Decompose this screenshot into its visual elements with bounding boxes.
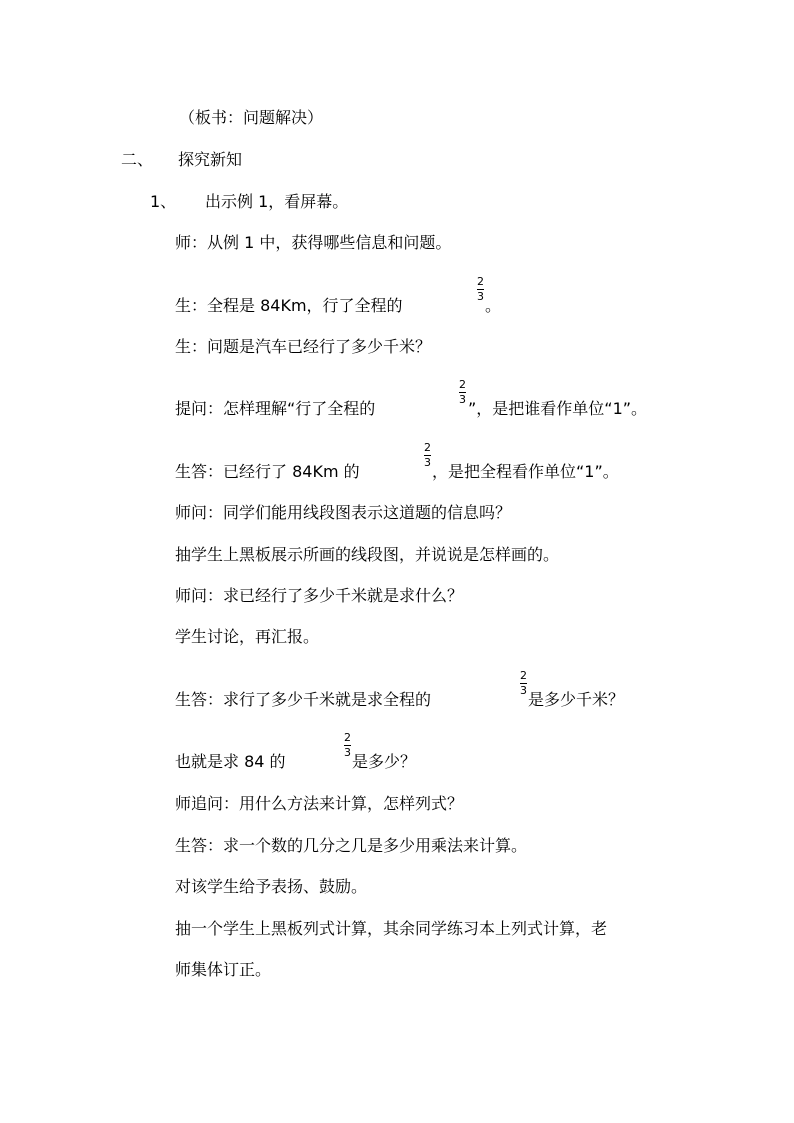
answer-line-4: 生答：求一个数的几分之几是多少用乘法来计算。	[175, 836, 528, 855]
teacher-line-1: 师：从例 1 中，获得哪些信息和问题。	[175, 233, 452, 252]
teacher-question-2: 师问：求已经行了多少千米就是求什么？	[175, 586, 464, 605]
answer-line-2-end: 是多少千米？	[528, 690, 625, 709]
question-line: 提问：怎样理解“行了全程的	[175, 399, 376, 418]
fraction-two-thirds	[343, 732, 352, 759]
step-text: 出示例 1，看屏幕。	[205, 192, 349, 211]
section-number: 二、	[121, 150, 154, 169]
fraction-numerator: 2	[520, 669, 527, 682]
teacher-followup: 师追问：用什么方法来计算，怎样列式？	[175, 794, 464, 813]
answer-line-1-end: ，是把全程看作单位“1”。	[432, 462, 619, 481]
fraction-two-thirds	[476, 276, 485, 303]
answer-line-1: 生答：已经行了 84Km 的	[175, 462, 360, 481]
discussion-line: 学生讨论，再汇报。	[175, 627, 320, 646]
answer-line-3-end: 是多少？	[352, 752, 417, 771]
fraction-denominator: 3	[477, 290, 484, 303]
student-line-1: 生：全程是 84Km，行了全程的	[175, 296, 403, 315]
section-title: 探究新知	[178, 150, 243, 169]
answer-line-3: 也就是求 84 的	[175, 752, 286, 771]
teacher-question-1: 师问：同学们能用线段图表示这道题的信息吗？	[175, 503, 512, 522]
activity-line-1: 抽学生上黑板展示所画的线段图，并说说是怎样画的。	[175, 545, 560, 564]
fraction-denominator: 3	[344, 746, 351, 759]
fraction-numerator: 2	[459, 378, 466, 391]
student-line-2: 生：问题是汽车已经行了多少千米？	[175, 337, 432, 356]
activity-line-2: 抽一个学生上黑板列式计算，其余同学练习本上列式计算，老	[175, 919, 608, 938]
fraction-numerator: 2	[477, 275, 484, 288]
question-line-end: ”，是把谁看作单位“1”。	[468, 399, 648, 418]
fraction-numerator: 2	[344, 731, 351, 744]
answer-line-2: 生答：求行了多少千米就是求全程的	[175, 690, 432, 709]
fraction-denominator: 3	[424, 456, 431, 469]
fraction-two-thirds	[519, 670, 528, 697]
fraction-denominator: 3	[459, 393, 466, 406]
step-number: 1、	[150, 192, 177, 211]
fraction-numerator: 2	[424, 441, 431, 454]
activity-line-2-cont: 师集体订正。	[175, 960, 272, 979]
fraction-denominator: 3	[520, 684, 527, 697]
fraction-two-thirds	[423, 442, 432, 469]
fraction-two-thirds	[458, 379, 467, 406]
praise-line: 对该学生给予表扬、鼓励。	[175, 877, 368, 896]
board-note: （板书：问题解决）	[179, 108, 324, 127]
student-line-1-end: 。	[485, 296, 502, 315]
